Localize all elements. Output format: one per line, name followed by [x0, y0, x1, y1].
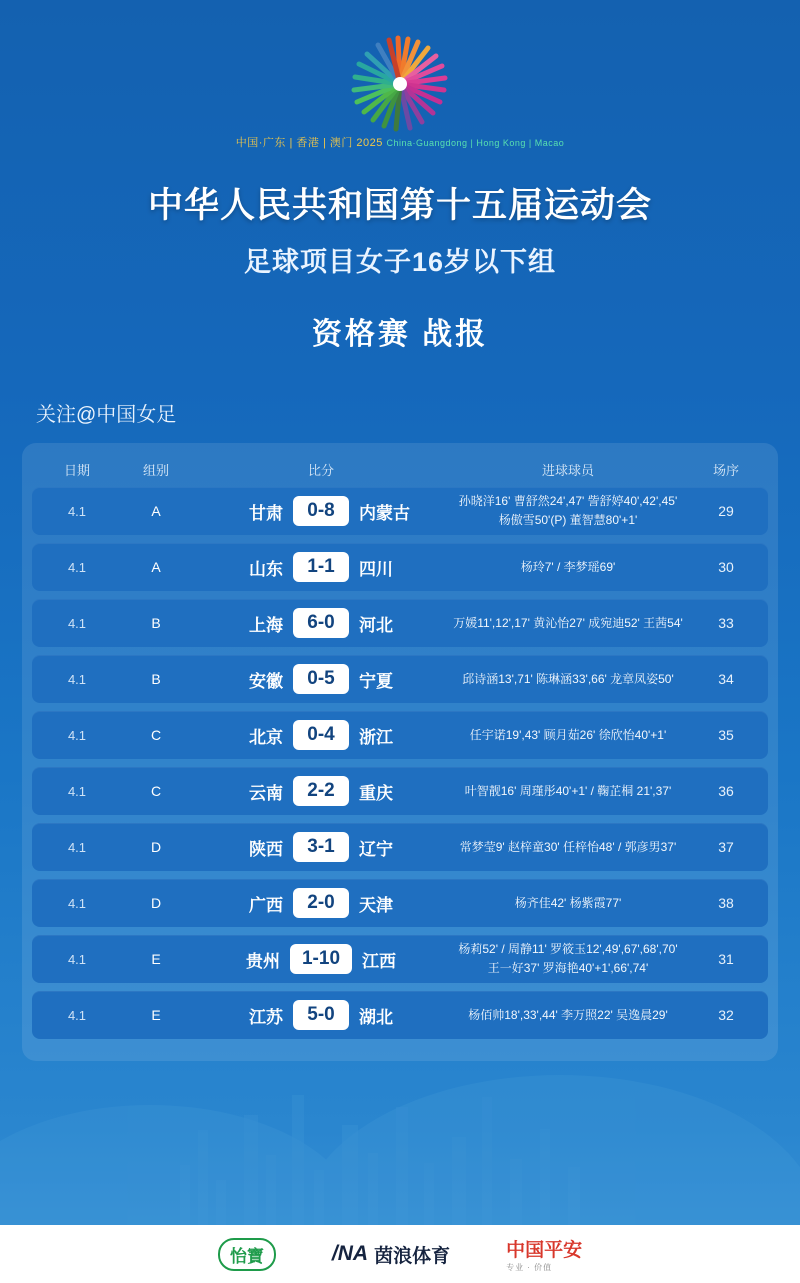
cell-scorers: [446, 782, 690, 801]
cell-scorers: [446, 940, 690, 977]
cell-date: 4.1: [67, 559, 87, 575]
cell-date: 4.1: [67, 615, 87, 631]
scorer-line: 万媛11',12',17' 黄沁怡27' 成宛迪52' 王茜54': [453, 615, 683, 630]
cell-date: 4.1: [67, 1007, 87, 1023]
cell-date: 4.1: [67, 503, 87, 519]
cell-match-no: 36: [718, 783, 734, 799]
cell-matchup: [196, 1000, 446, 1030]
sponsor-bar: [0, 1225, 800, 1283]
header-scorers: 进球球员: [541, 462, 594, 478]
table-row: [32, 543, 768, 591]
sponsor-logo-yibao: [218, 1238, 276, 1271]
cell-match-no: 31: [718, 951, 734, 967]
table-row: [32, 599, 768, 647]
header-match-no: 场序: [712, 462, 739, 478]
sponsor-name: 中国平安: [506, 1240, 583, 1261]
cell-date: 4.1: [67, 783, 87, 799]
table-row: [32, 487, 768, 535]
away-team: 内蒙古: [359, 503, 410, 523]
cell-date: 4.1: [67, 951, 87, 967]
home-team: 云南: [249, 783, 283, 803]
sponsor-tagline: 专业 · 价值: [506, 1263, 553, 1272]
cell-scorers: [446, 1006, 690, 1025]
event-logo: [0, 28, 800, 151]
header-group: 组别: [142, 462, 169, 478]
scorer-line: 杨齐佳42' 杨紫霞77': [514, 895, 622, 910]
home-team: 安徽: [249, 671, 283, 691]
cell-group: A: [151, 503, 161, 519]
score-chip: 5-0: [293, 1000, 349, 1030]
cell-match-no: 33: [718, 615, 734, 631]
home-team: 甘肃: [249, 503, 283, 523]
table-row: [32, 879, 768, 927]
away-team: 河北: [359, 615, 393, 635]
cell-date: 4.1: [67, 839, 87, 855]
cell-matchup: [196, 608, 446, 638]
score-chip: 1-10: [290, 944, 352, 974]
scorer-line: 叶智靓16' 周瑾彤40'+1' / 鞠芷桐 21',37': [464, 783, 672, 798]
scorer-line: 杨傲雪50'(P) 董智慧80'+1': [498, 513, 638, 527]
cell-matchup: [196, 888, 446, 918]
table-row: [32, 991, 768, 1039]
cell-match-no: 34: [718, 671, 734, 687]
cell-match-no: 32: [718, 1007, 734, 1023]
home-team: 上海: [249, 615, 283, 635]
cell-match-no: 29: [718, 503, 734, 519]
scorer-line: 孙晓洋16' 曹舒然24',47' 訾舒婷40',42',45': [458, 494, 678, 509]
home-team: 贵州: [245, 951, 280, 971]
cell-matchup: [196, 720, 446, 750]
cell-matchup: [196, 944, 446, 974]
follow-handle: 关注@中国女足: [36, 404, 177, 426]
table-row: [32, 823, 768, 871]
home-team: 山东: [249, 559, 283, 579]
cell-date: 4.1: [67, 895, 87, 911]
cell-group: E: [151, 951, 161, 967]
scorer-line: 杨莉52' / 周静11' 罗筱玉12',49',67',68',70': [458, 942, 678, 957]
logo-caption-cn: 中国·广东 | 香港 | 澳门 2025: [235, 137, 383, 149]
page-title: 中华人民共和国第十五届运动会: [147, 186, 652, 225]
sponsor-mark-icon: /NA: [331, 1242, 369, 1265]
sponsor-name: 怡寶: [218, 1238, 276, 1271]
cell-scorers: [446, 492, 690, 529]
away-team: 湖北: [359, 1007, 393, 1027]
cell-date: 4.1: [67, 727, 87, 743]
header-date: 日期: [63, 462, 90, 478]
page-subtitle: 足球项目女子16岁以下组: [243, 247, 557, 277]
scorer-line: 杨玲7' / 李梦瑶69': [520, 559, 616, 574]
scorer-line: 王一好37' 罗海艳40'+1',66',74': [487, 961, 649, 975]
away-team: 重庆: [359, 783, 393, 803]
cell-scorers: [446, 726, 690, 745]
table-row: [32, 711, 768, 759]
cell-group: C: [150, 783, 162, 799]
page-section-title: 资格赛 战报: [311, 318, 489, 351]
cell-scorers: [446, 558, 690, 577]
cell-match-no: 30: [718, 559, 734, 575]
score-chip: 1-1: [293, 552, 349, 582]
away-team: 辽宁: [359, 839, 393, 859]
cell-group: A: [151, 559, 161, 575]
title-block: [0, 178, 800, 353]
score-chip: 0-8: [293, 496, 349, 526]
sponsor-name: 茵浪体育: [374, 1245, 451, 1267]
home-team: 广西: [249, 895, 283, 915]
table-header: [32, 451, 768, 487]
cell-scorers: [446, 838, 690, 857]
scorer-line: 常梦莹9' 赵梓童30' 任梓怡48' / 郭彦男37': [459, 839, 677, 854]
cell-group: B: [151, 615, 161, 631]
away-team: 天津: [359, 895, 393, 915]
cell-matchup: [196, 664, 446, 694]
cell-date: 4.1: [67, 671, 87, 687]
cell-scorers: [446, 614, 690, 633]
logo-mark-icon: [341, 28, 459, 132]
cell-group: D: [150, 895, 162, 911]
away-team: 江西: [362, 951, 397, 971]
logo-caption: [0, 136, 800, 151]
cell-group: B: [151, 671, 161, 687]
away-team: 四川: [359, 559, 393, 579]
scorer-line: 杨佰帅18',33',44' 李万照22' 吴逸晨29': [468, 1007, 668, 1022]
cell-match-no: 38: [718, 895, 734, 911]
score-chip: 0-4: [293, 720, 349, 750]
score-chip: 2-0: [293, 888, 349, 918]
home-team: 陕西: [249, 839, 283, 859]
logo-caption-en: China·Guangdong | Hong Kong | Macao: [386, 138, 565, 148]
home-team: 江苏: [249, 1007, 283, 1027]
score-chip: 3-1: [293, 832, 349, 862]
cell-matchup: [196, 776, 446, 806]
score-chip: 0-5: [293, 664, 349, 694]
sponsor-logo-inalang: [332, 1241, 450, 1268]
sponsor-logo-pingan: [506, 1235, 582, 1273]
home-team: 北京: [249, 727, 283, 747]
table-row: [32, 767, 768, 815]
scorer-line: 邱诗涵13',71' 陈琳涵33',66' 龙章凤姿50': [462, 671, 674, 686]
score-chip: 6-0: [293, 608, 349, 638]
cell-scorers: [446, 670, 690, 689]
cell-matchup: [196, 552, 446, 582]
away-team: 浙江: [359, 727, 393, 747]
scorer-line: 任宇诺19',43' 顾月茹26' 徐欣怡40'+1': [469, 727, 667, 742]
cell-matchup: [196, 496, 446, 526]
cell-match-no: 37: [718, 839, 734, 855]
cell-group: D: [150, 839, 162, 855]
away-team: 宁夏: [359, 671, 393, 691]
results-panel: [22, 443, 778, 1061]
table-row: [32, 655, 768, 703]
cell-group: E: [151, 1007, 161, 1023]
header-score: 比分: [307, 462, 334, 478]
cell-group: C: [150, 727, 162, 743]
cell-scorers: [446, 894, 690, 913]
table-row: [32, 935, 768, 983]
cell-matchup: [196, 832, 446, 862]
cell-match-no: 35: [718, 727, 734, 743]
score-chip: 2-2: [293, 776, 349, 806]
